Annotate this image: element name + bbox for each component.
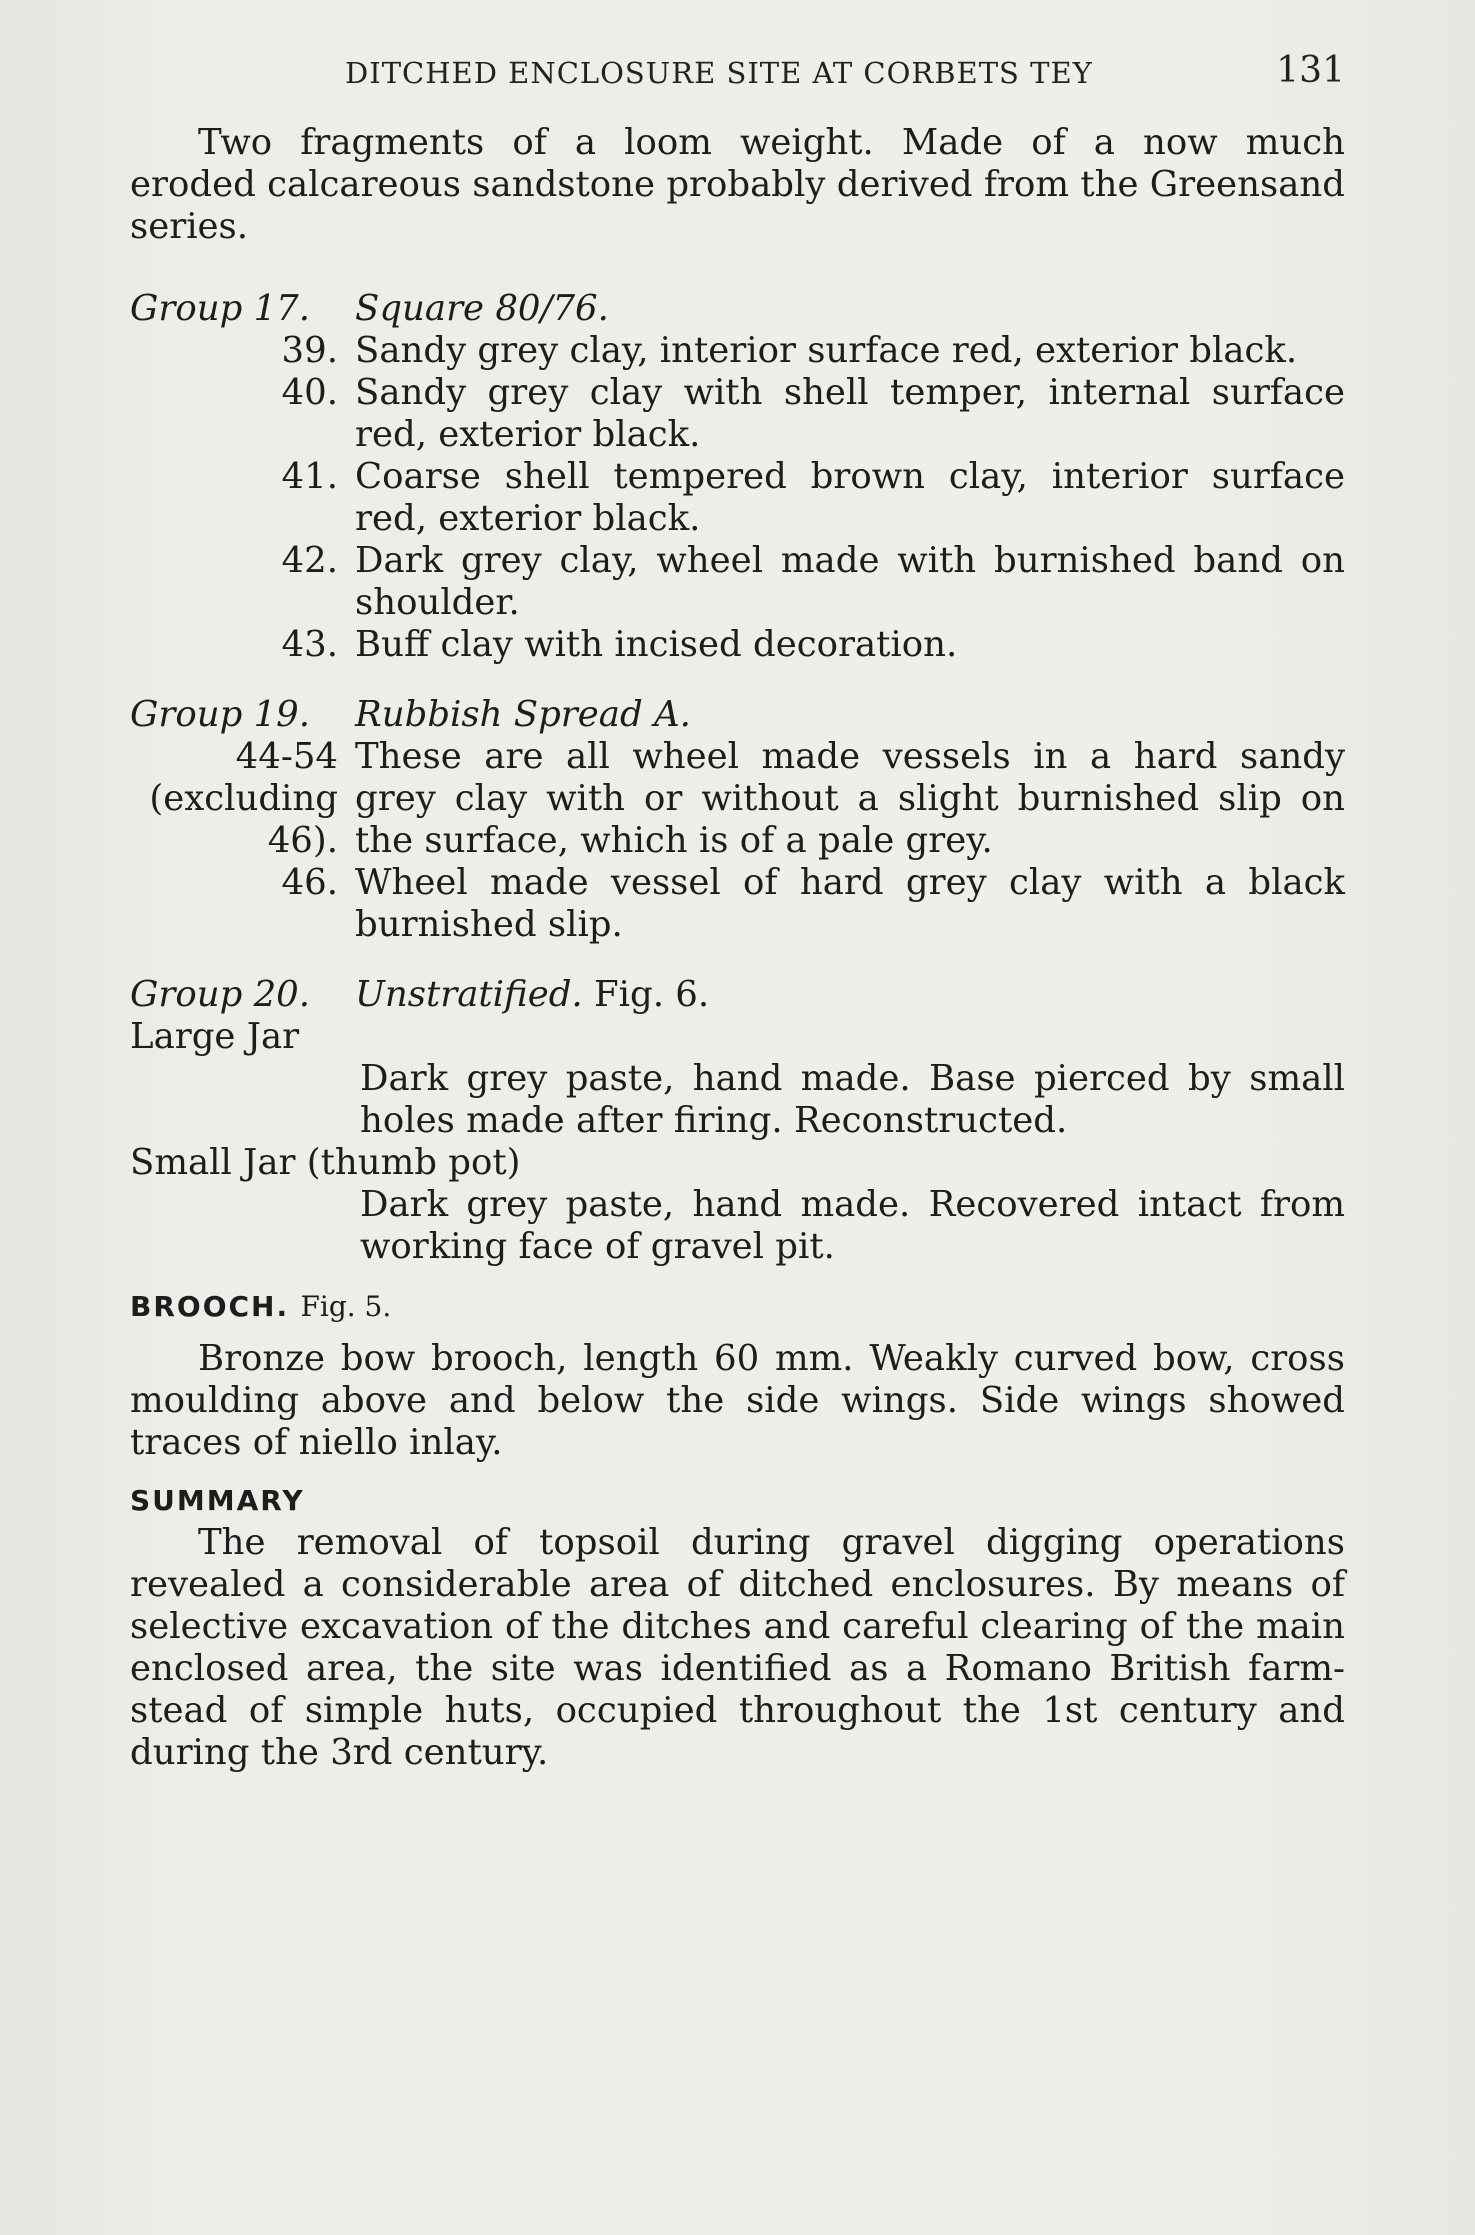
page-number: 131 [1276,50,1345,91]
list-item [130,330,1345,372]
item-number: 44-54 [235,736,338,777]
item-text: burnished slip. [355,904,623,945]
group-17-section [130,288,1345,666]
page-header [130,50,1345,100]
item-description [130,1184,1345,1268]
item-text: These are all wheel made vessels in a hard sandy [355,736,1345,777]
list-item [130,624,1345,666]
text-line: series. [130,206,249,247]
item-label: Small Jar (thumb pot) [130,1142,521,1183]
group-19-section [130,694,1345,946]
item-text: Coarse shell tempered brown clay, interior surface [355,456,1345,497]
item-number: 42. [281,540,338,581]
item-number: 41. [281,456,338,497]
group-label: Group 19. [130,694,311,735]
brooch-section [130,1284,1345,1464]
group-label: Group 17. [130,288,311,329]
text-line: Two fragments of a loom weight. Made of a now much [198,122,1345,163]
text-line: traces of niello inlay. [130,1422,503,1463]
item-description [130,1058,1345,1142]
item-number: 46. [281,862,338,903]
list-item [130,372,1345,456]
text-line: moulding above and below the side wings. Side wings showed [130,1380,1345,1421]
item-text: working face of gravel pit. [360,1226,835,1267]
item-text: grey clay with or without a slight burnished slip on [355,778,1345,819]
figure-reference: Fig. 6. [594,974,710,1015]
item-number: 40. [281,372,338,413]
item-text: Buff clay with incised decoration. [355,624,958,665]
group-title: Square 80/76. [355,288,609,329]
item-text: Dark grey paste, hand made. Base pierced by small [360,1058,1345,1099]
group-title: Unstratified. [355,974,583,1015]
text-line: eroded calcareous sandstone probably derived from the Greensand [130,164,1345,205]
summary-section [130,1480,1345,1774]
item-text: Dark grey clay, wheel made with burnished band on [355,540,1345,581]
text-line: revealed a considerable area of ditched enclosures. By means of [130,1564,1345,1605]
item-label: Large Jar [130,1016,300,1057]
item-text: red, exterior black. [355,498,701,539]
section-heading: BROOCH. [130,1290,290,1323]
list-item [130,736,1345,862]
text-line: stead of simple huts, occupied throughout the 1st century and [130,1690,1345,1731]
item-text: holes made after firing. Reconstructed. [360,1100,1068,1141]
list-item [130,540,1345,624]
group-20-section [130,974,1345,1268]
text-line: Bronze bow brooch, length 60 mm. Weakly curved bow, cross [198,1338,1345,1379]
item-exclusion-end: 46). [267,820,338,861]
item-text: shoulder. [355,582,520,623]
item-text: Sandy grey clay with shell temper, internal surface [355,372,1345,413]
section-heading: SUMMARY [130,1484,305,1517]
page-body [130,122,1345,1774]
text-line: during the 3rd century. [130,1732,549,1773]
item-text: Dark grey paste, hand made. Recovered intact from [360,1184,1345,1225]
item-text: Sandy grey clay, interior surface red, exterior black. [355,330,1298,371]
list-item [130,862,1345,946]
group-label: Group 20. [130,974,311,1015]
item-text: Wheel made vessel of hard grey clay with a black [355,862,1345,903]
list-item [130,456,1345,540]
item-number: 43. [281,624,338,665]
group-title: Rubbish Spread A. [355,694,691,735]
item-number: 39. [281,330,338,371]
text-line: selective excavation of the ditches and careful clearing of the main [130,1606,1345,1647]
figure-reference: Fig. 5. [300,1290,392,1323]
item-exclusion: (excluding [149,778,338,819]
item-text: red, exterior black. [355,414,701,455]
text-line: The removal of topsoil during gravel digging operations [198,1522,1345,1563]
intro-paragraph [130,122,1345,248]
running-head: DITCHED ENCLOSURE SITE AT CORBETS TEY [345,56,1093,90]
text-line: enclosed area, the site was identified as a Romano British farm- [130,1648,1345,1689]
item-text: the surface, which is of a pale grey. [355,820,993,861]
